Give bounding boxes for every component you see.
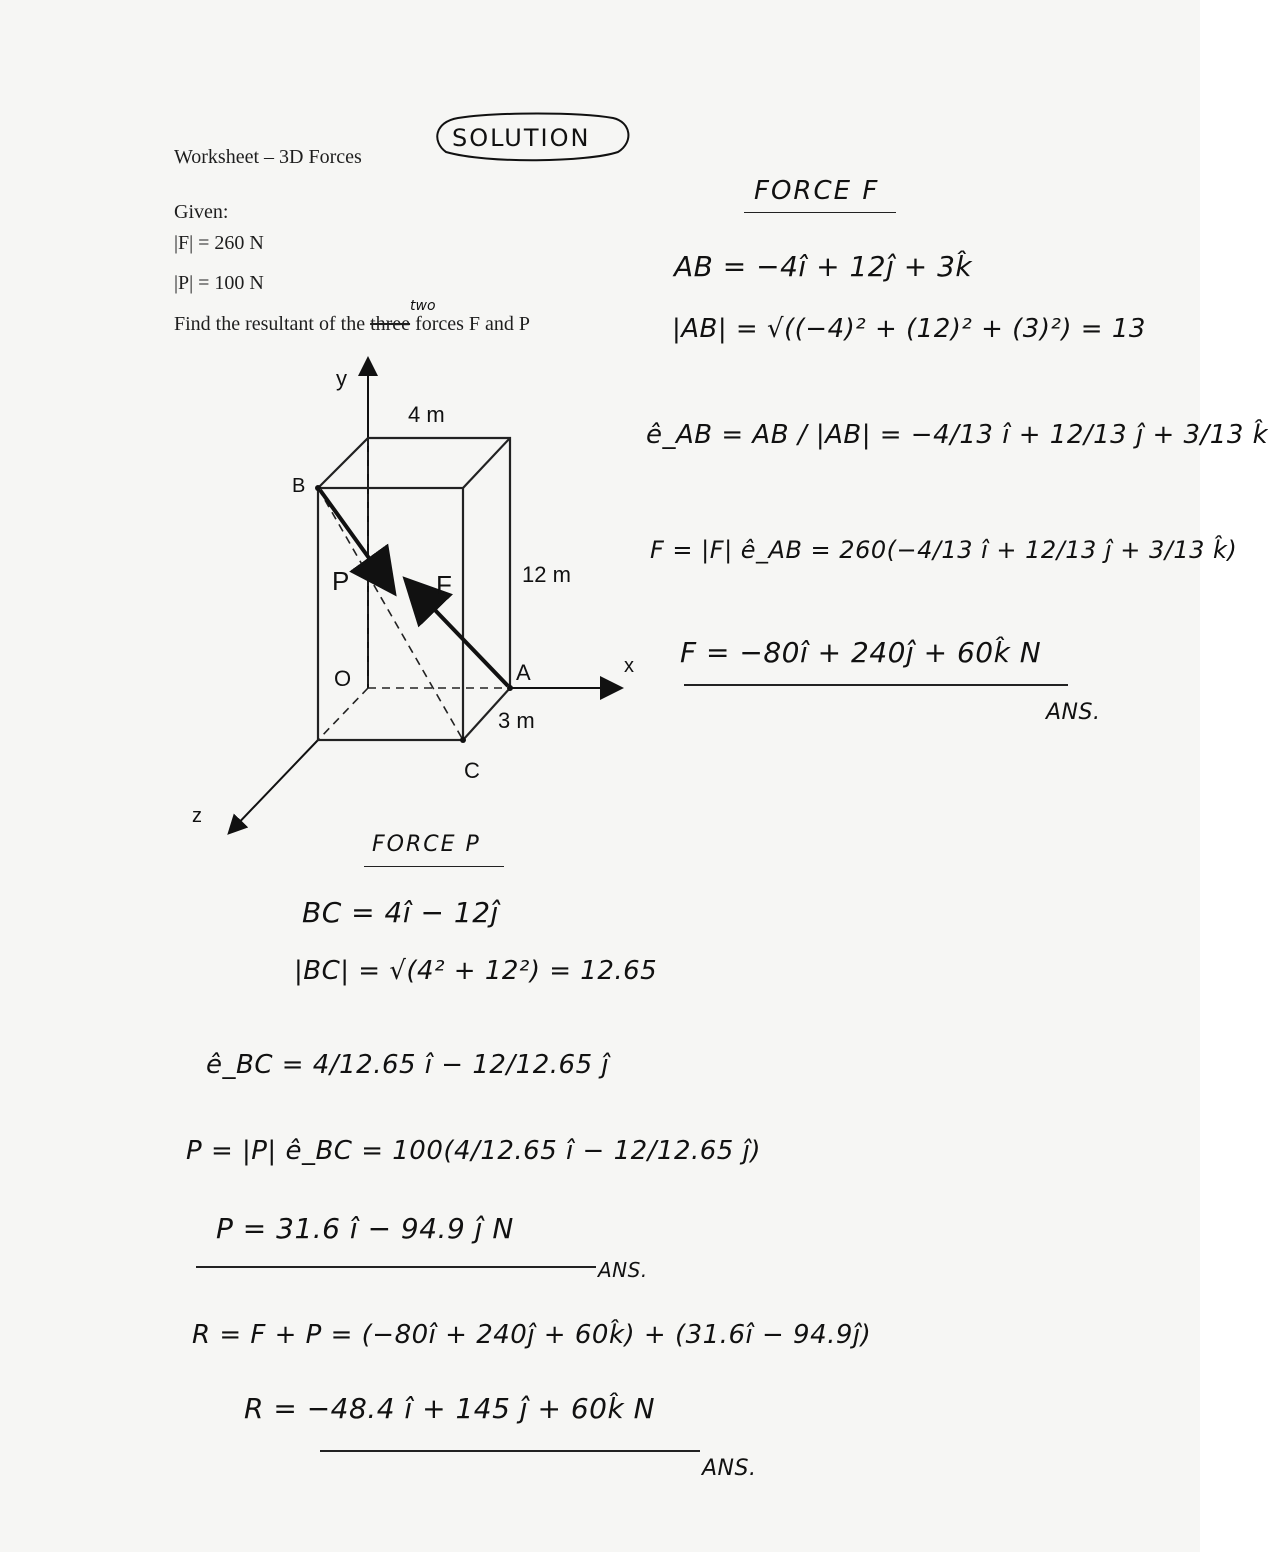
axis-y-label: y [336,366,347,391]
point-c-label: C [464,758,480,783]
point-a-label: A [516,660,531,685]
worksheet-title: Worksheet – 3D Forces [174,146,362,168]
given-p-magnitude: |P| = 100 N [174,272,264,294]
force-p-result-underline [196,1266,596,1268]
force-f-ab-vector: AB = −4î + 12ĵ + 3k̂ [674,250,973,283]
force-p-bc-magnitude: |BC| = √(4² + 12²) = 12.65 [294,956,658,986]
point-b-label: B [292,475,306,497]
force-p-expression: P = |P| ê_BC = 100(4/12.65 î − 12/12.65 ĵ) [186,1136,761,1166]
box-diagram-svg [180,350,660,840]
force-f-ans: ANS. [1046,700,1101,725]
force-p-ans: ANS. [598,1258,648,1282]
box-diagram [180,350,660,840]
dim-depth-label: 3 m [498,708,535,733]
force-f-unit-vector: ê_AB = AB / |AB| = −4/13 î + 12/13 ĵ + 3/13 k̂ [646,420,1268,450]
force-p-unit-vector: ê_BC = 4/12.65 î − 12/12.65 ĵ [206,1050,610,1080]
force-f-result-underline [684,684,1068,686]
force-p-result: P = 31.6 î − 94.9 ĵ N [216,1212,514,1245]
force-f-heading: FORCE F [754,176,880,206]
task-correction-word: two [410,298,436,314]
given-f-magnitude: |F| = 260 N [174,232,264,254]
given-label: Given: [174,201,229,223]
task-suffix: forces F and P [415,313,531,335]
force-f-ab-magnitude: |AB| = √((−4)² + (12)² + (3)²) = 13 [672,314,1146,344]
axis-x-label: x [624,655,634,677]
dim-height-label: 12 m [522,562,571,587]
force-f-heading-underline [744,212,896,213]
point-o-label: O [334,666,352,691]
task-prefix: Find the resultant of the [174,313,366,335]
resultant-sum-expression: R = F + P = (−80î + 240ĵ + 60k̂) + (31.6î − 94.9ĵ) [192,1320,872,1350]
force-p-heading-underline [364,866,504,867]
task-struck-word: three [370,313,411,335]
force-f-result: F = −80î + 240ĵ + 60k̂ N [680,636,1042,669]
resultant-ans: ANS. [702,1456,757,1481]
dim-top-label: 4 m [408,402,445,427]
force-p-arrow [320,490,392,590]
force-p-heading: FORCE P [372,832,481,857]
axis-z-label: z [192,805,202,827]
resultant-result: R = −48.4 î + 145 ĵ + 60k̂ N [244,1392,656,1425]
force-f-label: F [436,570,452,600]
task-statement [174,313,530,336]
force-f-expression: F = |F| ê_AB = 260(−4/13 î + 12/13 ĵ + 3/13 k̂) [650,536,1238,564]
resultant-result-underline [320,1450,700,1452]
solution-badge-text: SOLUTION [452,124,591,152]
force-p-label: P [332,566,350,596]
force-p-bc-vector: BC = 4î − 12ĵ [302,896,499,929]
z-axis-line [230,740,318,832]
